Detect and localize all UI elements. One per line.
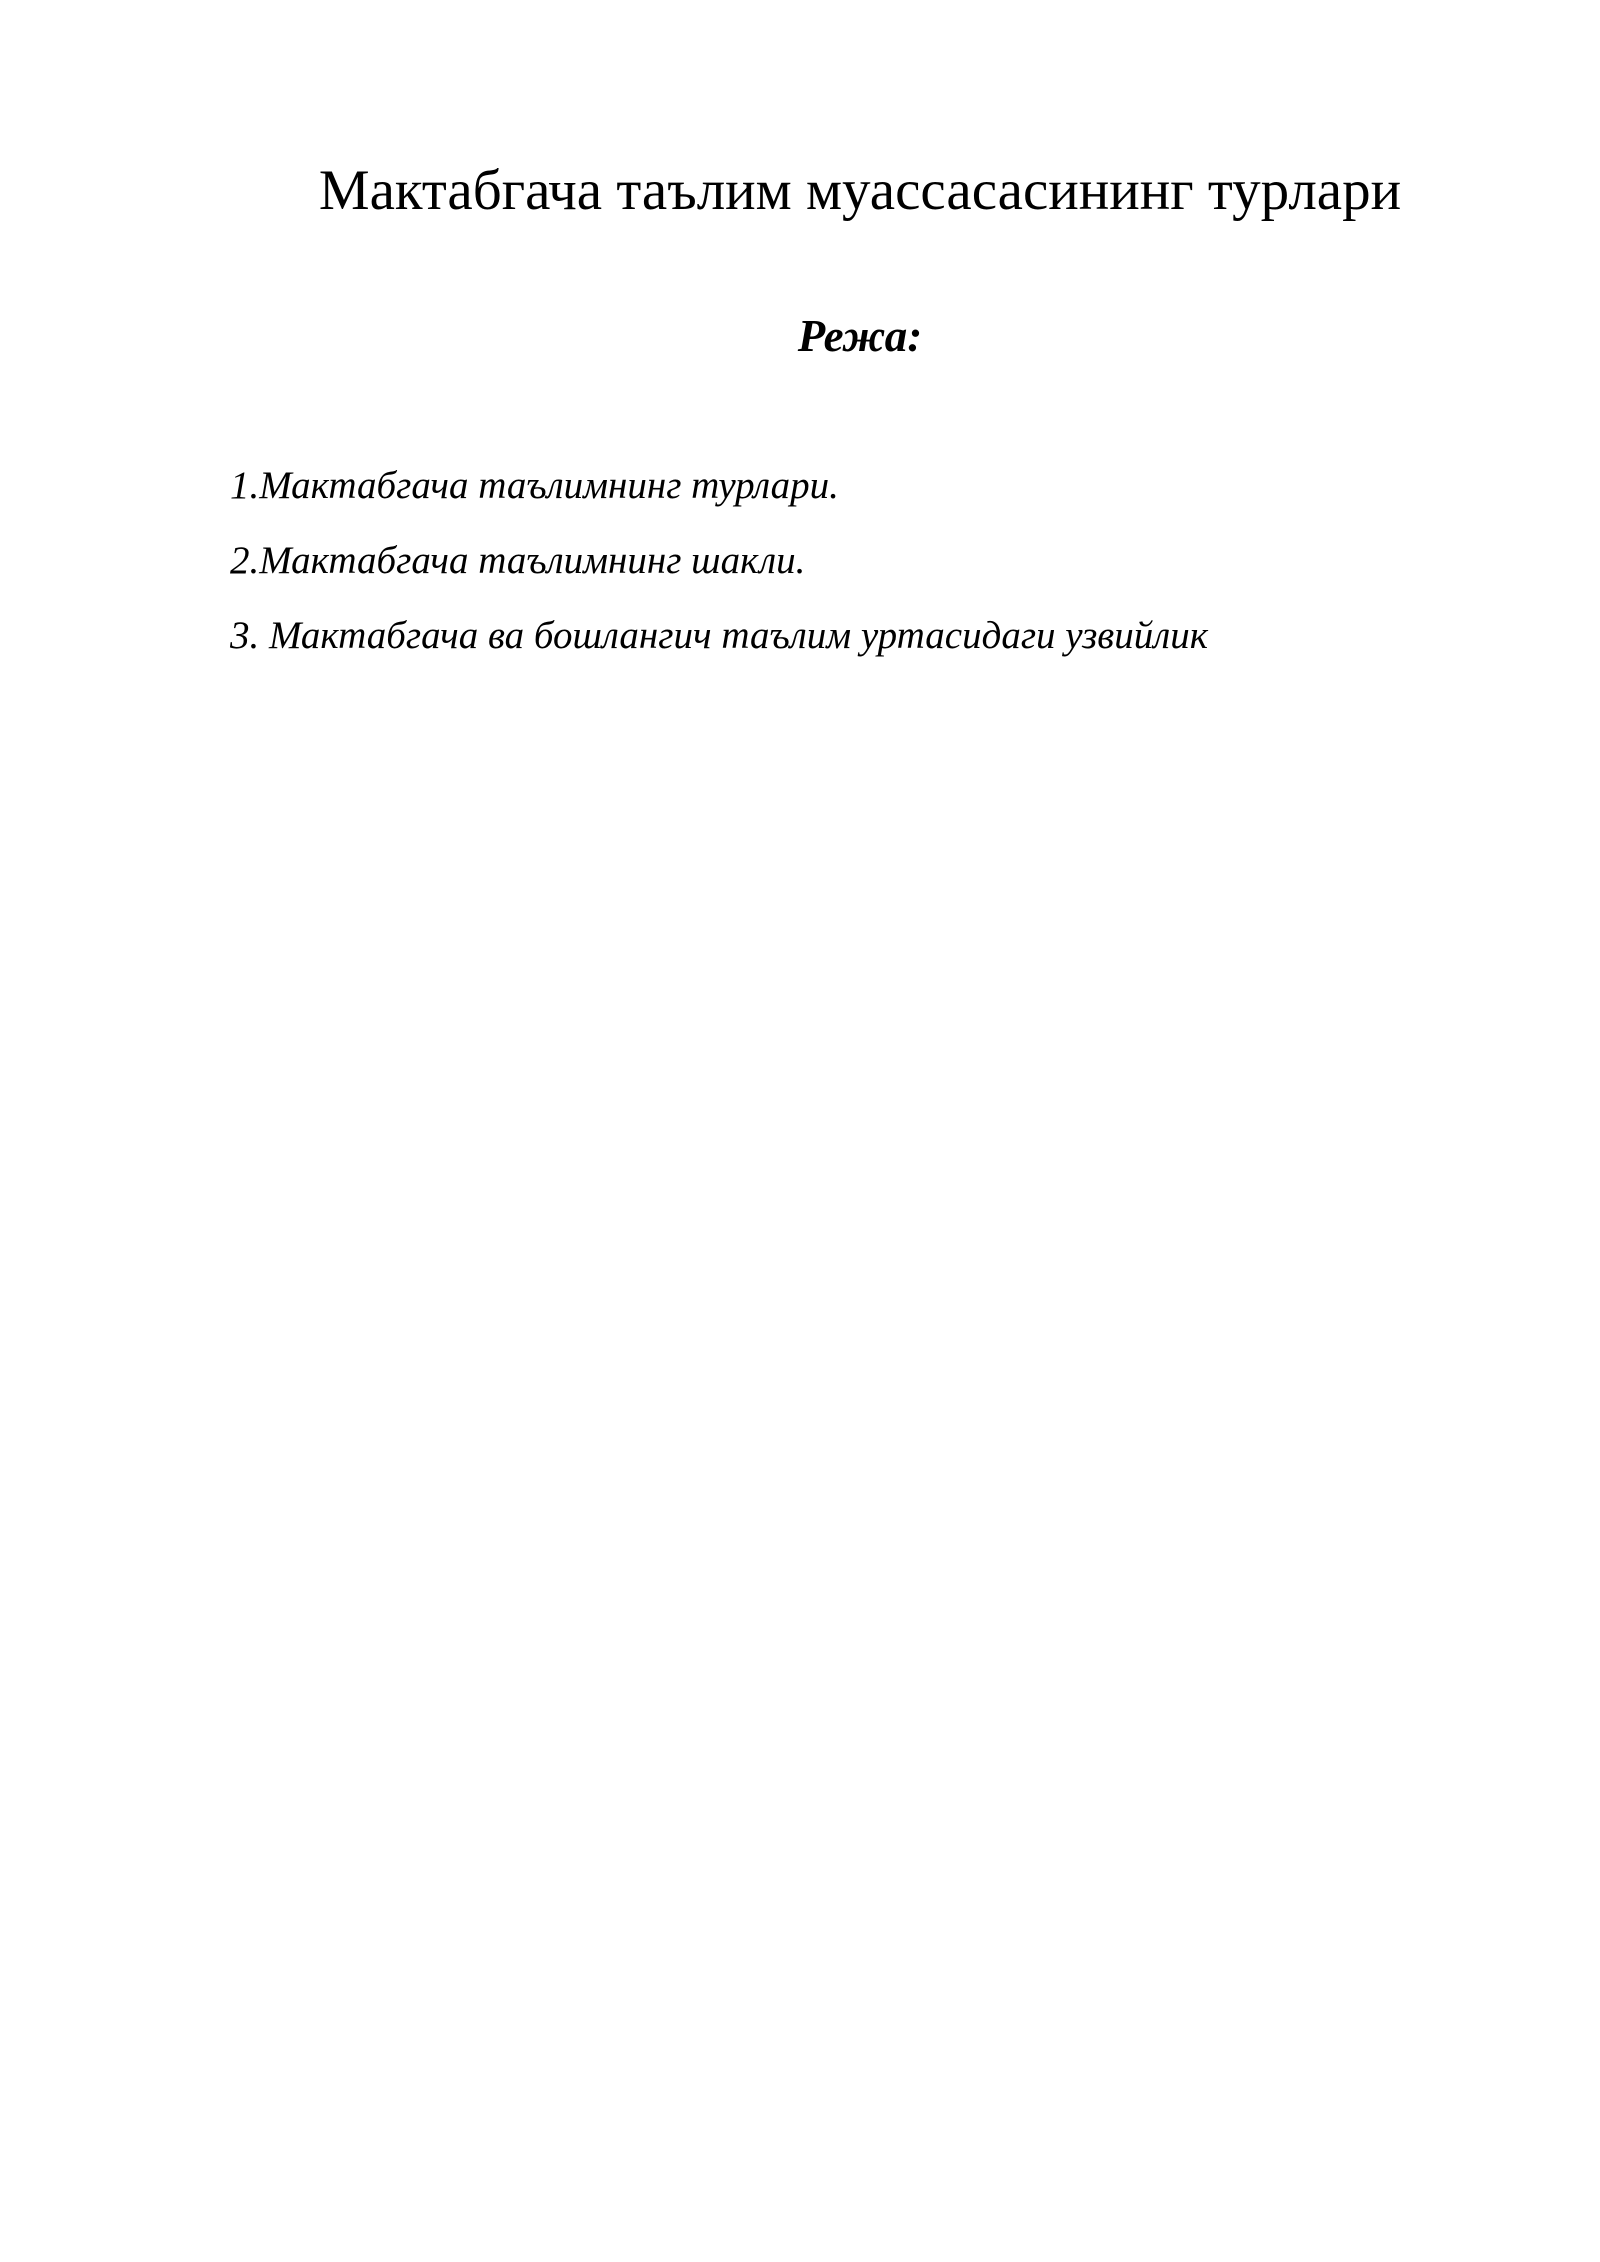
plan-item: 3. Мактабгача ва бошлангич таълим уртасидаги узвийлик [230,614,1208,657]
plan-item: 2.Мактабгача таълимнинг шакли. [230,539,806,582]
plan-list [230,448,1208,673]
plan-item: 1.Мактабгача таълимнинг турлари. [230,464,839,507]
document-title: Мактабгача таълим муассасасининг турлари [318,159,1402,222]
plan-heading: Режа: [797,311,923,361]
